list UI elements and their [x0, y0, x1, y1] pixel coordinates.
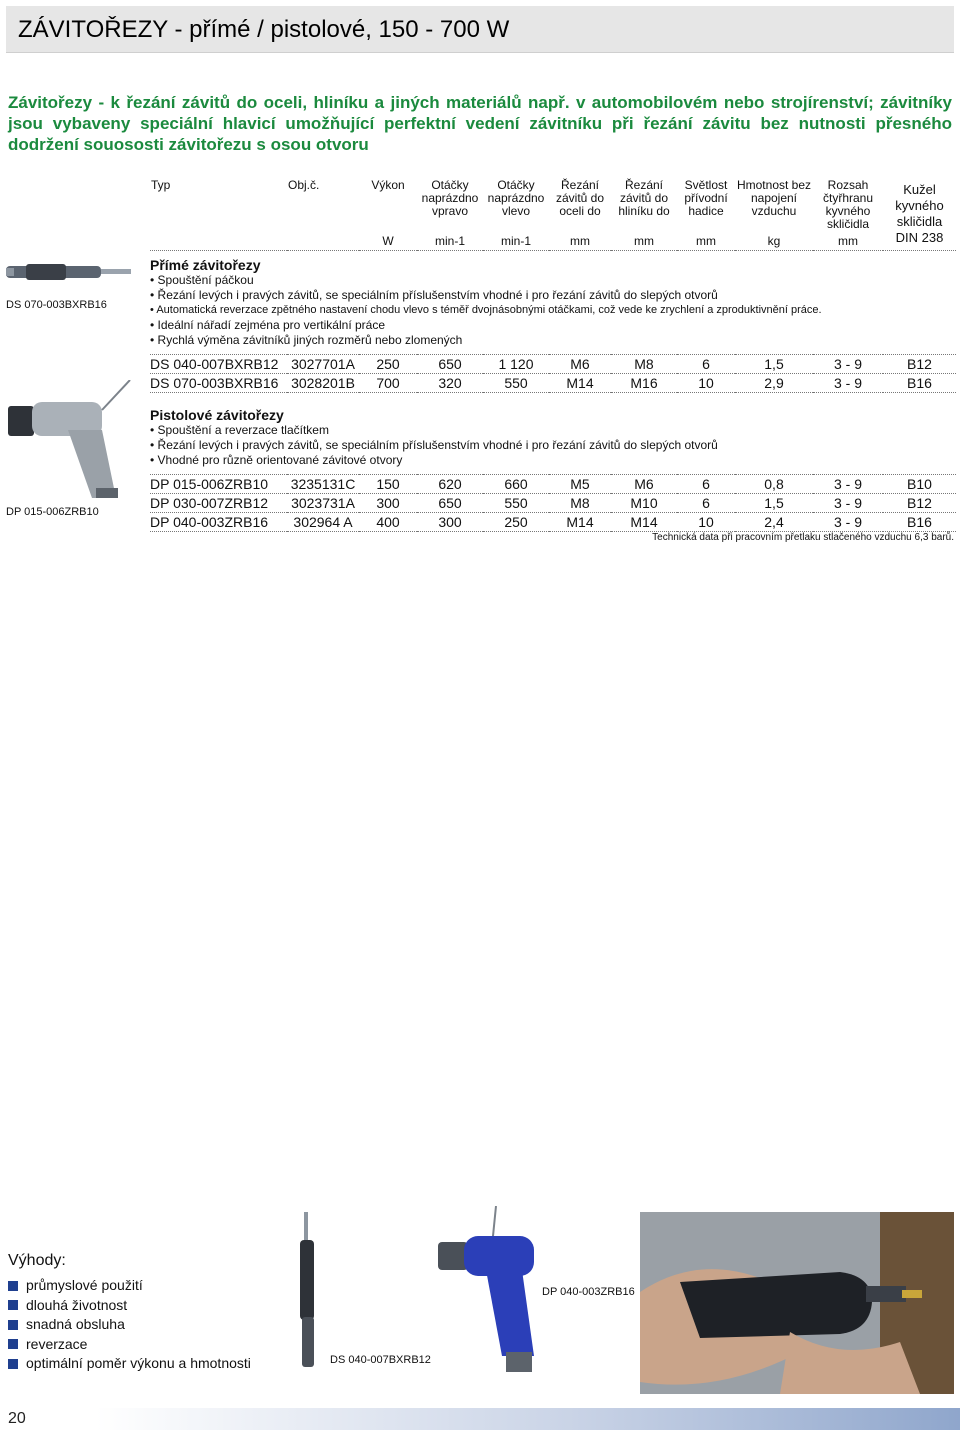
list-item	[8, 1296, 298, 1316]
cell: B12	[883, 355, 956, 374]
col-header: Řezání závitů do hliníku do	[618, 178, 670, 218]
square-bullet-icon	[8, 1339, 18, 1349]
cell: B10	[883, 475, 956, 494]
section-title-straight: Přímé závitořezy	[150, 257, 261, 273]
bullet-item: • Řezání levých i pravých závitů, se speciálním příslušenstvím vhodné i pro řezání závitů do slepých otvorů	[150, 438, 956, 453]
cell: 250	[359, 355, 417, 374]
table-row	[150, 513, 956, 532]
usage-photo	[640, 1212, 954, 1394]
product-image-dp-blue	[430, 1206, 550, 1376]
side-label-ds: DS 070-003BXRB16	[6, 299, 107, 311]
cell: M6	[549, 355, 611, 374]
col-unit: mm	[677, 233, 735, 251]
square-bullet-icon	[8, 1300, 18, 1310]
square-bullet-icon	[8, 1359, 18, 1369]
technical-note: Technická data při pracovním přetlaku stlačeného vzduchu 6,3 barů.	[652, 532, 954, 543]
cell: 620	[417, 475, 483, 494]
col-unit: mm	[549, 233, 611, 251]
cell: M6	[611, 475, 677, 494]
cell: 660	[483, 475, 549, 494]
page-title: ZÁVITOŘEZY - přímé / pistolové, 150 - 700 W	[18, 16, 510, 43]
cell: 2,9	[735, 374, 813, 393]
col-unit: min-1	[483, 233, 549, 251]
cell: 0,8	[735, 475, 813, 494]
bullet-item: • Vhodné pro různě orientované závitové otvory	[150, 453, 956, 475]
cell: 6	[677, 475, 735, 494]
cell: 1,5	[735, 355, 813, 374]
cell: M10	[611, 494, 677, 513]
table-row	[150, 494, 956, 513]
col-header: Hmotnost bez napojení vzduchu	[736, 178, 812, 218]
cell: 300	[359, 494, 417, 513]
list-item	[8, 1315, 298, 1335]
col-header: Rozsah čtyřhranu kyvného skličidla	[822, 178, 874, 231]
cell: DS 070-003BXRB16	[150, 374, 287, 393]
cell: 10	[677, 513, 735, 532]
footer-bar	[0, 1408, 960, 1430]
section-title-pistol: Pistolové závitořezy	[150, 407, 284, 423]
cell: 3 - 9	[813, 475, 883, 494]
table-row	[150, 475, 956, 494]
cell: 1,5	[735, 494, 813, 513]
table-header-row	[150, 177, 956, 233]
cell: DS 040-007BXRB12	[150, 355, 287, 374]
cell: 700	[359, 374, 417, 393]
cell: 302964 A	[287, 513, 359, 532]
list-item	[8, 1354, 298, 1374]
intro-text: Závitořezy - k řezání závitů do oceli, hliníku a jiných materiálů např. v automobilovém nebo strojírenství; závitníky jsou vybaveny speciální hlavicí umožňující perfektní vedení závitníku při řezání závitu bez nutnosti přesného dodržení souososti závitořezu s osou otvoru	[8, 93, 952, 154]
cell: 550	[483, 494, 549, 513]
side-label-dp: DP 015-006ZRB10	[6, 506, 99, 518]
product-image-ds	[6, 252, 136, 292]
list-item	[8, 1335, 298, 1355]
cell: B16	[883, 513, 956, 532]
cell: 3 - 9	[813, 513, 883, 532]
product-image-dp	[6, 380, 136, 502]
cell: 550	[483, 374, 549, 393]
col-unit: W	[359, 233, 417, 251]
cell: 320	[417, 374, 483, 393]
col-unit	[150, 233, 287, 251]
table-row	[150, 374, 956, 393]
advantages-list	[8, 1276, 298, 1374]
cell: 150	[359, 475, 417, 494]
cell: 3027701A	[287, 355, 359, 374]
col-unit: mm	[611, 233, 677, 251]
advantages-box	[8, 1252, 298, 1374]
cell: M8	[549, 494, 611, 513]
bottom-label-dp: DP 040-003ZRB16	[542, 1286, 635, 1298]
cell: M14	[549, 513, 611, 532]
cell: 650	[417, 494, 483, 513]
cell: 250	[483, 513, 549, 532]
product-image-ds-vertical	[292, 1212, 332, 1372]
cell: 6	[677, 355, 735, 374]
cell: M16	[611, 374, 677, 393]
cell: M14	[611, 513, 677, 532]
col-unit: min-1	[417, 233, 483, 251]
cell: 6	[677, 494, 735, 513]
bullet-item: • Automatická reverzace zpětného nastavení chodu vlevo s téměř dvojnásobnými otáčkami, což vede ke zrychlení a zproduktivnění práce.	[150, 303, 956, 318]
square-bullet-icon	[8, 1320, 18, 1330]
table-row	[150, 355, 956, 374]
list-item-label: dlouhá životnost	[26, 1296, 128, 1313]
cell: B16	[883, 374, 956, 393]
col-header: Světlost přívodní hadice	[684, 178, 728, 218]
cell: 3 - 9	[813, 494, 883, 513]
col-header: Otáčky naprázdno vlevo	[487, 178, 545, 218]
square-bullet-icon	[8, 1281, 18, 1291]
col-header: Obj.č.	[288, 178, 320, 192]
page-number: 20	[8, 1410, 26, 1427]
list-item-label: průmyslové použití	[26, 1277, 143, 1293]
cell: M8	[611, 355, 677, 374]
col-header: Výkon	[371, 178, 405, 192]
cell: DP 015-006ZRB10	[150, 475, 287, 494]
bullet-item: • Spouštění páčkou	[150, 273, 956, 288]
cell: DP 030-007ZRB12	[150, 494, 287, 513]
bullet-item: • Rychlá výměna závitníků jiných rozměrů nebo zlomených	[150, 333, 956, 355]
cell: M14	[549, 374, 611, 393]
list-item	[8, 1276, 298, 1296]
list-item-label: reverzace	[26, 1335, 88, 1352]
cell: 400	[359, 513, 417, 532]
cell: 3028201B	[287, 374, 359, 393]
list-item-label: snadná obsluha	[26, 1316, 125, 1332]
bottom-label-ds: DS 040-007BXRB12	[330, 1354, 431, 1366]
spec-table	[150, 177, 956, 532]
col-unit	[287, 233, 359, 251]
cell: 10	[677, 374, 735, 393]
cell: 650	[417, 355, 483, 374]
cell: 2,4	[735, 513, 813, 532]
bullet-item: • Ideální nářadí zejména pro vertikální práce	[150, 318, 956, 333]
col-unit: kg	[735, 233, 813, 251]
col-header: Otáčky naprázdno vpravo	[421, 178, 479, 218]
col-header: Kužel kyvného skličidla DIN 238	[883, 177, 956, 251]
cell: B12	[883, 494, 956, 513]
col-header: Řezání závitů do oceli do	[555, 178, 605, 218]
cell: M5	[549, 475, 611, 494]
col-header: Typ	[151, 178, 171, 192]
cell: 300	[417, 513, 483, 532]
cell: 3 - 9	[813, 374, 883, 393]
table-unit-row	[150, 233, 956, 251]
advantages-title: Výhody:	[8, 1252, 66, 1269]
cell: 1 120	[483, 355, 549, 374]
cell: 3023731A	[287, 494, 359, 513]
bullet-item: • Řezání levých i pravých závitů, se speciálním příslušenstvím vhodné i pro řezání závitů do slepých otvorů	[150, 288, 956, 303]
header-bar	[6, 6, 954, 53]
list-item-label: optimální poměr výkonu a hmotnosti	[26, 1355, 251, 1371]
cell: 3235131C	[287, 475, 359, 494]
cell: 3 - 9	[813, 355, 883, 374]
cell: DP 040-003ZRB16	[150, 513, 287, 532]
bullet-item: • Spouštění a reverzace tlačítkem	[150, 423, 956, 438]
col-unit: mm	[813, 233, 883, 251]
